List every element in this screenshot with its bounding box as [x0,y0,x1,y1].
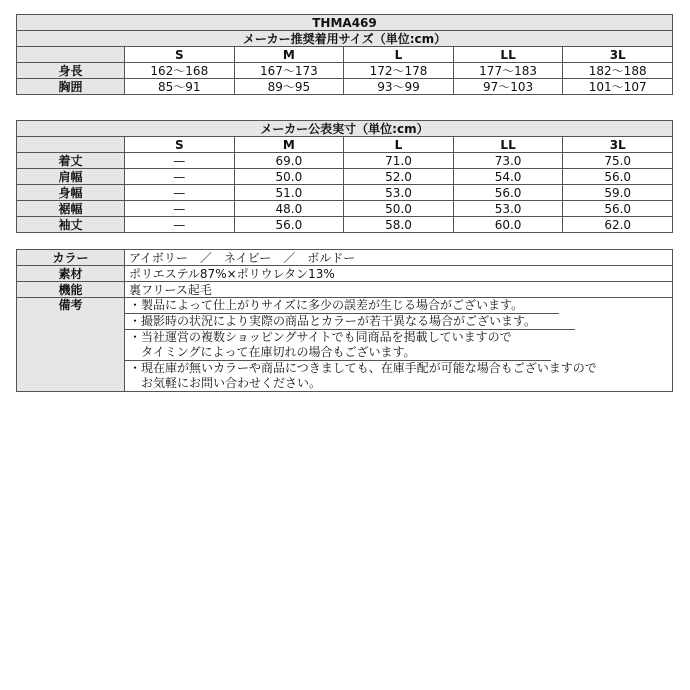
corner-cell [17,47,125,63]
table-cell: 56.0 [563,201,673,217]
info-row-notes [17,298,673,392]
note-text: ・現在庫が無いカラーや商品につきましても、在庫手配が可能な場合もございますので [129,361,597,375]
product-info-table [16,249,673,392]
row-label: 肩幅 [17,169,125,185]
table-cell: 73.0 [453,153,563,169]
table-cell: 56.0 [453,185,563,201]
note-item [125,314,575,330]
table-cell: 52.0 [344,169,454,185]
row-label: 身長 [17,63,125,79]
note-item [125,330,551,361]
recommended-size-table [16,14,673,95]
table-cell: 54.0 [453,169,563,185]
note-text: ・製品によって仕上がりサイズに多少の誤差が生じる場合がございます。 [129,298,524,312]
measured-size-title: メーカー公表実寸（単位:cm） [17,121,673,137]
info-row-material [17,266,673,282]
color-label: カラー [17,250,125,266]
table-cell: 53.0 [344,185,454,201]
table-row [17,63,673,79]
size-3l: 3L [563,47,673,63]
size-s: S [125,47,235,63]
size-l: L [344,47,454,63]
size-m: M [234,137,344,153]
color-value: アイボリー ／ ネイビー ／ ボルドー [125,250,673,266]
note-item [125,298,559,314]
size-m: M [234,47,344,63]
notes-label: 備考 [17,298,125,392]
table-cell: 56.0 [563,169,673,185]
note-text: ・撮影時の状況により実際の商品とカラーが若干異なる場合がございます。 [129,314,537,328]
row-label: 着丈 [17,153,125,169]
table-cell: 53.0 [453,201,563,217]
material-value: ポリエステル87%×ポリウレタン13% [125,266,673,282]
table-cell: 50.0 [344,201,454,217]
size-header-row [17,137,673,153]
table-cell: — [125,169,235,185]
note-item [125,361,671,391]
table-cell: 85〜91 [125,79,235,95]
product-code: THMA469 [17,15,673,31]
corner-cell [17,137,125,153]
table-cell: 162〜168 [125,63,235,79]
table-cell: 101〜107 [563,79,673,95]
table-cell: 60.0 [453,217,563,233]
measured-size-table [16,120,673,233]
table-row [17,79,673,95]
size-s: S [125,137,235,153]
table-cell: 50.0 [234,169,344,185]
info-row-function [17,282,673,298]
table-cell: 182〜188 [563,63,673,79]
table-row [17,217,673,233]
table-cell: 93〜99 [344,79,454,95]
row-label: 胸囲 [17,79,125,95]
material-label: 素材 [17,266,125,282]
table-cell: 58.0 [344,217,454,233]
table-row [17,201,673,217]
table-cell: 75.0 [563,153,673,169]
table-cell: 59.0 [563,185,673,201]
row-label: 裾幅 [17,201,125,217]
table-cell: — [125,217,235,233]
size-l: L [344,137,454,153]
table-cell: — [125,153,235,169]
notes-cell [125,298,673,392]
note-text: お気軽にお問い合わせください。 [129,376,322,390]
table-cell: 51.0 [234,185,344,201]
table-cell: 97〜103 [453,79,563,95]
function-value: 裏フリース起毛 [125,282,673,298]
table-cell: 69.0 [234,153,344,169]
size-3l: 3L [563,137,673,153]
note-text: タイミングによって在庫切れの場合もございます。 [129,345,416,359]
info-row-color [17,250,673,266]
row-label: 身幅 [17,185,125,201]
table-row [17,169,673,185]
table-row [17,185,673,201]
function-label: 機能 [17,282,125,298]
note-text: ・当社運営の複数ショッピングサイトでも同商品を掲載していますので [129,330,512,344]
table-cell: 71.0 [344,153,454,169]
size-ll: LL [453,47,563,63]
table-row [17,153,673,169]
recommended-size-title: メーカー推奨着用サイズ（単位:cm） [17,31,673,47]
table-cell: 167〜173 [234,63,344,79]
table-cell: 89〜95 [234,79,344,95]
table-cell: 172〜178 [344,63,454,79]
table-cell: 56.0 [234,217,344,233]
row-label: 袖丈 [17,217,125,233]
size-header-row [17,47,673,63]
table-cell: 48.0 [234,201,344,217]
table-cell: 62.0 [563,217,673,233]
table-cell: 177〜183 [453,63,563,79]
table-cell: — [125,201,235,217]
size-ll: LL [453,137,563,153]
table-cell: — [125,185,235,201]
